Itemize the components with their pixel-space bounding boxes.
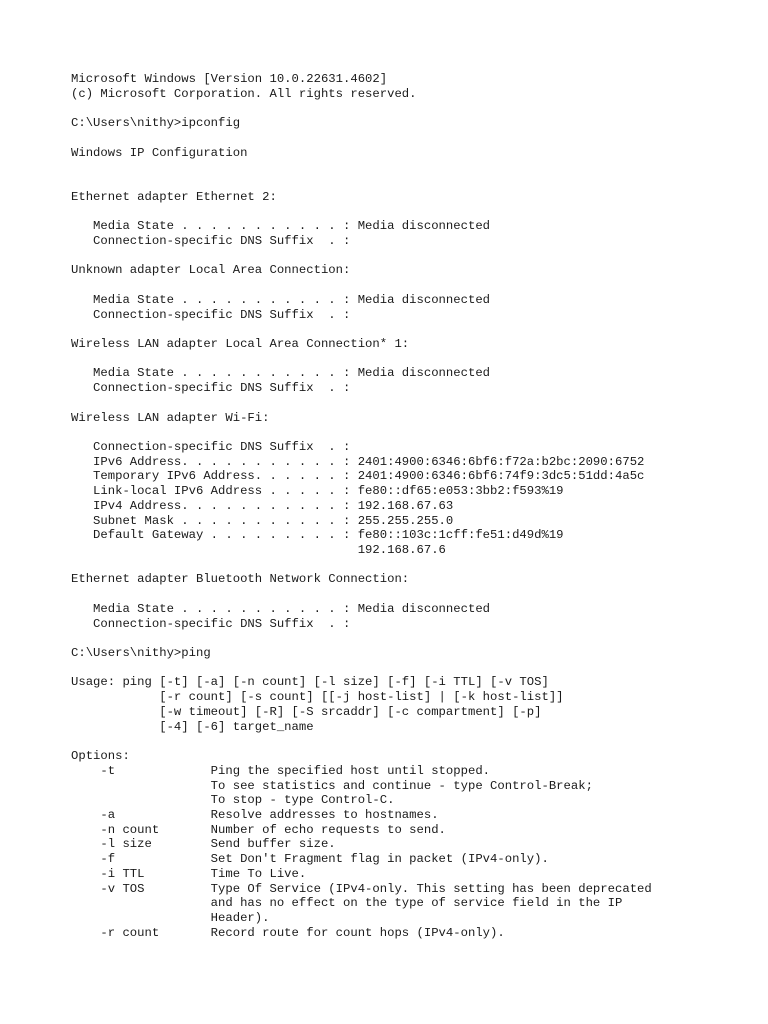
adapter-property: Subnet Mask . . . . . . . . . . . : 255.255.255.0 bbox=[71, 513, 454, 528]
adapter-property: Connection-specific DNS Suffix . : bbox=[71, 307, 351, 322]
adapter-property: 192.168.67.6 bbox=[71, 543, 446, 557]
adapter-property: Connection-specific DNS Suffix . : bbox=[71, 439, 351, 454]
console-line bbox=[71, 131, 761, 146]
option-line: Header). bbox=[71, 910, 270, 925]
adapter-heading: Wireless LAN adapter Local Area Connection* 1: bbox=[71, 336, 410, 351]
adapter-heading: Ethernet adapter Ethernet 2: bbox=[71, 189, 277, 204]
option-line: and has no effect on the type of service field in the IP bbox=[71, 896, 623, 911]
option-line: -f Set Don't Fragment flag in packet (IPv4-only). bbox=[71, 852, 549, 867]
usage-line: [-r count] [-s count] [[-j host-list] | [-k host-list]] bbox=[71, 690, 564, 705]
option-line: To see statistics and continue - type Control-Break; bbox=[71, 778, 593, 793]
adapter-property: Media State . . . . . . . . . . . : Media disconnected bbox=[71, 292, 491, 307]
section-heading: Windows IP Configuration bbox=[71, 145, 248, 160]
usage-line: Usage: ping [-t] [-a] [-n count] [-l size] [-f] [-i TTL] [-v TOS] bbox=[71, 675, 549, 690]
console-line bbox=[71, 558, 761, 573]
adapter-property: Media State . . . . . . . . . . . : Media disconnected bbox=[71, 601, 491, 616]
adapter-property: Default Gateway . . . . . . . . . : fe80::103c:1cff:fe51:d49d%19 bbox=[71, 528, 564, 543]
console-line bbox=[71, 204, 761, 219]
adapter-heading: Ethernet adapter Bluetooth Network Connection: bbox=[71, 572, 410, 587]
console-line bbox=[71, 396, 761, 411]
option-line: -r count Record route for count hops (IPv4-only). bbox=[71, 925, 505, 940]
console-line bbox=[71, 160, 761, 175]
command-prompt-line: C:\Users\nithy>ipconfig bbox=[71, 116, 241, 131]
adapter-property: Media State . . . . . . . . . . . : Media disconnected bbox=[71, 366, 491, 381]
option-line: -t Ping the specified host until stopped. bbox=[71, 763, 491, 778]
adapter-property: IPv4 Address. . . . . . . . . . . : 192.168.67.63 bbox=[71, 498, 454, 513]
adapter-property: Connection-specific DNS Suffix . : bbox=[71, 233, 351, 248]
console-line bbox=[71, 631, 761, 646]
console-line: (c) Microsoft Corporation. All rights reserved. bbox=[71, 86, 417, 101]
console-line bbox=[71, 101, 761, 116]
console-line bbox=[71, 587, 761, 602]
console-line bbox=[71, 249, 761, 264]
option-line: -v TOS Type Of Service (IPv4-only. This setting has been deprecated bbox=[71, 881, 652, 896]
adapter-property: IPv6 Address. . . . . . . . . . . : 2401:4900:6346:6bf6:f72a:b2bc:2090:6752 bbox=[71, 454, 645, 469]
console-line bbox=[71, 278, 761, 293]
console-line bbox=[71, 322, 761, 337]
command-prompt-line: C:\Users\nithy>ping bbox=[71, 646, 211, 661]
console-line bbox=[71, 352, 761, 367]
option-line: -a Resolve addresses to hostnames. bbox=[71, 807, 439, 822]
adapter-property: Connection-specific DNS Suffix . : bbox=[71, 381, 351, 396]
console-line: Microsoft Windows [Version 10.0.22631.4602] bbox=[71, 72, 388, 86]
adapter-property: Connection-specific DNS Suffix . : bbox=[71, 616, 351, 631]
console-output bbox=[71, 72, 761, 940]
option-line: -l size Send buffer size. bbox=[71, 837, 336, 852]
options-heading: Options: bbox=[71, 749, 130, 764]
adapter-heading: Unknown adapter Local Area Connection: bbox=[71, 263, 351, 278]
adapter-heading: Wireless LAN adapter Wi-Fi: bbox=[71, 410, 270, 425]
console-line bbox=[71, 661, 761, 676]
option-line: -n count Number of echo requests to send. bbox=[71, 822, 446, 837]
usage-line: [-w timeout] [-R] [-S srcaddr] [-c compartment] [-p] bbox=[71, 704, 542, 719]
usage-line: [-4] [-6] target_name bbox=[71, 719, 314, 734]
option-line: -i TTL Time To Live. bbox=[71, 866, 307, 881]
option-line: To stop - type Control-C. bbox=[71, 793, 395, 808]
console-line bbox=[71, 175, 761, 190]
console-line bbox=[71, 734, 761, 749]
adapter-property: Link-local IPv6 Address . . . . . : fe80::df65:e053:3bb2:f593%19 bbox=[71, 484, 564, 499]
adapter-property: Temporary IPv6 Address. . . . . . : 2401:4900:6346:6bf6:74f9:3dc5:51dd:4a5c bbox=[71, 469, 645, 484]
console-line bbox=[71, 425, 761, 440]
adapter-property: Media State . . . . . . . . . . . : Media disconnected bbox=[71, 219, 491, 234]
